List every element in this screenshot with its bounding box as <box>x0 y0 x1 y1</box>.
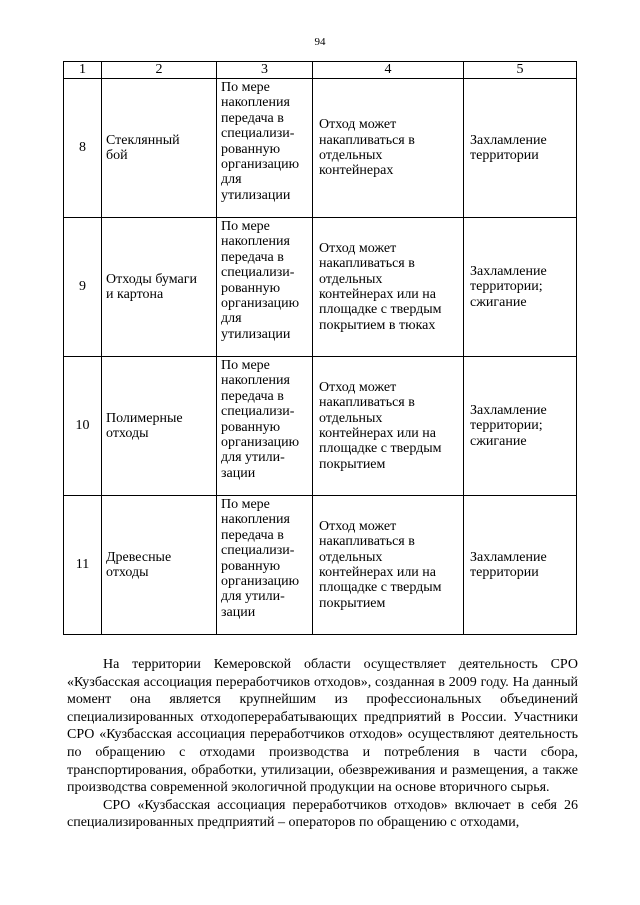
environmental-impact: Захламление территории <box>464 496 577 635</box>
row-number: 10 <box>64 357 102 496</box>
storage-method: Отход может накапливаться в отдельных контейнерах <box>313 79 464 218</box>
environmental-impact: Захламление территории; сжигание <box>464 357 577 496</box>
page-number: 94 <box>314 36 326 48</box>
column-header: 3 <box>217 62 313 79</box>
environmental-impact: Захламление территории; сжигание <box>464 218 577 357</box>
table-row <box>64 79 577 218</box>
waste-name: Древесные отходы <box>102 496 217 635</box>
table-row <box>64 357 577 496</box>
body-text <box>67 656 578 832</box>
row-number: 9 <box>64 218 102 357</box>
table-row <box>64 496 577 635</box>
row-number: 8 <box>64 79 102 218</box>
accumulation-frequency: По мере накопления передача в специализи- рованную организацию для утили- зации <box>217 357 313 496</box>
table-row <box>64 218 577 357</box>
paragraph: На территории Кемеровской области осуществляет деятельность СРО «Кузбасская ассоциация переработчиков отходов», созданная в 2009 году. На данный момент она является крупнейшим из профессиональных объединений специализированных отходоперерабатывающих предприятий в России. Участники СРО «Кузбасская ассоциация переработчиков отходов» осуществляют деятельность по обращению с отходами производства и потребления в части сбора, транспортирования, обработки, утилизации, обезвреживания и размещения, а также производства современной экологичной продукции на основе вторичного сырья. <box>67 657 578 796</box>
accumulation-frequency: По мере накопления передача в специализи- рованную организацию для утили- зации <box>217 496 313 635</box>
storage-method: Отход может накапливаться в отдельных контейнерах или на площадке с твердым покрытием <box>313 496 464 635</box>
row-number: 11 <box>64 496 102 635</box>
storage-method: Отход может накапливаться в отдельных контейнерах или на площадке с твердым покрытием <box>313 357 464 496</box>
waste-name: Полимерные отходы <box>102 357 217 496</box>
column-header: 4 <box>313 62 464 79</box>
environmental-impact: Захламление территории <box>464 79 577 218</box>
waste-name: Стеклянный бой <box>102 79 217 218</box>
column-header: 2 <box>102 62 217 79</box>
accumulation-frequency: По мере накопления передача в специализи- рованную организацию для утилизации <box>217 79 313 218</box>
accumulation-frequency: По мере накопления передача в специализи- рованную организацию для утилизации <box>217 218 313 357</box>
table-header-row <box>64 62 577 79</box>
storage-method: Отход может накапливаться в отдельных контейнерах или на площадке с твердым покрытием в тюках <box>313 218 464 357</box>
paragraph: СРО «Кузбасская ассоциация переработчиков отходов» включает в себя 26 специализированных предприятий – операторов по обращению с отходами, <box>67 797 578 831</box>
waste-table <box>63 61 577 635</box>
waste-name: Отходы бумаги и картона <box>102 218 217 357</box>
column-header: 5 <box>464 62 577 79</box>
column-header: 1 <box>64 62 102 79</box>
